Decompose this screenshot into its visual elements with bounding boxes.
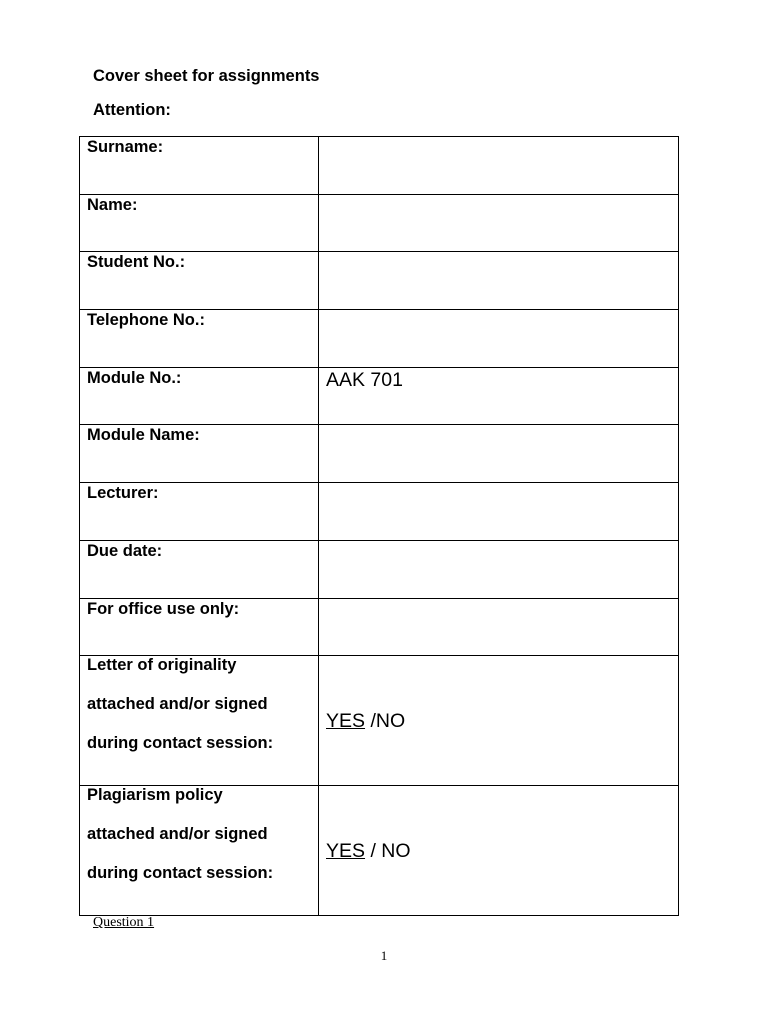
originality-label-line: Letter of originality [87,656,237,675]
name-value [319,195,678,196]
module-name-field[interactable] [319,425,679,483]
originality-yes-no [319,709,678,733]
module-name-label: Module Name: [87,426,200,445]
plagiarism-label [80,776,318,893]
due-date-field[interactable] [319,540,679,598]
label-cell [80,310,319,368]
table-row-lecturer [80,483,679,541]
office-use-label: For office use only: [87,599,240,618]
table-row-originality [80,656,679,786]
lecturer-value [319,483,678,484]
surname-value [319,137,678,138]
office-use-value [319,599,678,600]
module-name-value [319,425,678,426]
module-no-value: AAK 701 [326,368,403,391]
plagiarism-yes-option[interactable]: YES [326,839,366,862]
name-label: Name: [87,195,138,214]
plagiarism-label-line: during contact session: [87,864,274,883]
name-field[interactable] [319,194,679,252]
table-row-module-no [80,367,679,425]
originality-label [80,646,318,763]
question-heading: Question 1 [93,915,155,930]
label-cell [80,656,319,786]
lecturer-label: Lecturer: [87,484,159,503]
telephone-no-label: Telephone No.: [87,311,205,330]
page-number: 1 [380,948,388,963]
module-no-field[interactable] [319,367,679,425]
label-cell [80,786,319,916]
label-cell [80,540,319,598]
table-row-name [80,194,679,252]
originality-field [319,656,679,786]
plagiarism-label-line: attached and/or signed [87,825,268,844]
telephone-no-value [319,310,678,311]
student-no-label: Student No.: [87,253,186,272]
originality-label-line: during contact session: [87,734,274,753]
plagiarism-no-option[interactable]: / NO [365,839,411,862]
label-cell [80,483,319,541]
table-row-plagiarism [80,786,679,916]
lecturer-field[interactable] [319,483,679,541]
table-row-telephone-no [80,310,679,368]
student-no-field[interactable] [319,252,679,310]
document-title: Cover sheet for assignments [93,67,320,85]
originality-label-line: attached and/or signed [87,695,268,714]
label-cell [80,137,319,195]
surname-field[interactable] [319,137,679,195]
table-row-student-no [80,252,679,310]
plagiarism-label-line: Plagiarism policy [87,786,223,805]
attention-label: Attention: [93,101,171,119]
label-cell [80,367,319,425]
originality-no-option[interactable]: /NO [370,709,406,732]
office-use-field[interactable] [319,598,679,656]
label-cell [80,252,319,310]
label-cell [80,425,319,483]
telephone-no-field[interactable] [319,310,679,368]
table-row-surname [80,137,679,195]
table-row-module-name [80,425,679,483]
surname-label: Surname: [87,138,164,156]
due-date-value [319,541,678,542]
table-row-due-date [80,540,679,598]
originality-yes-option[interactable]: YES [326,709,366,732]
label-cell [80,194,319,252]
plagiarism-yes-no [319,839,678,863]
module-no-label: Module No.: [87,368,182,387]
plagiarism-field [319,786,679,916]
due-date-label: Due date: [87,541,163,560]
cover-sheet-table [79,136,679,916]
student-no-value [319,252,678,253]
